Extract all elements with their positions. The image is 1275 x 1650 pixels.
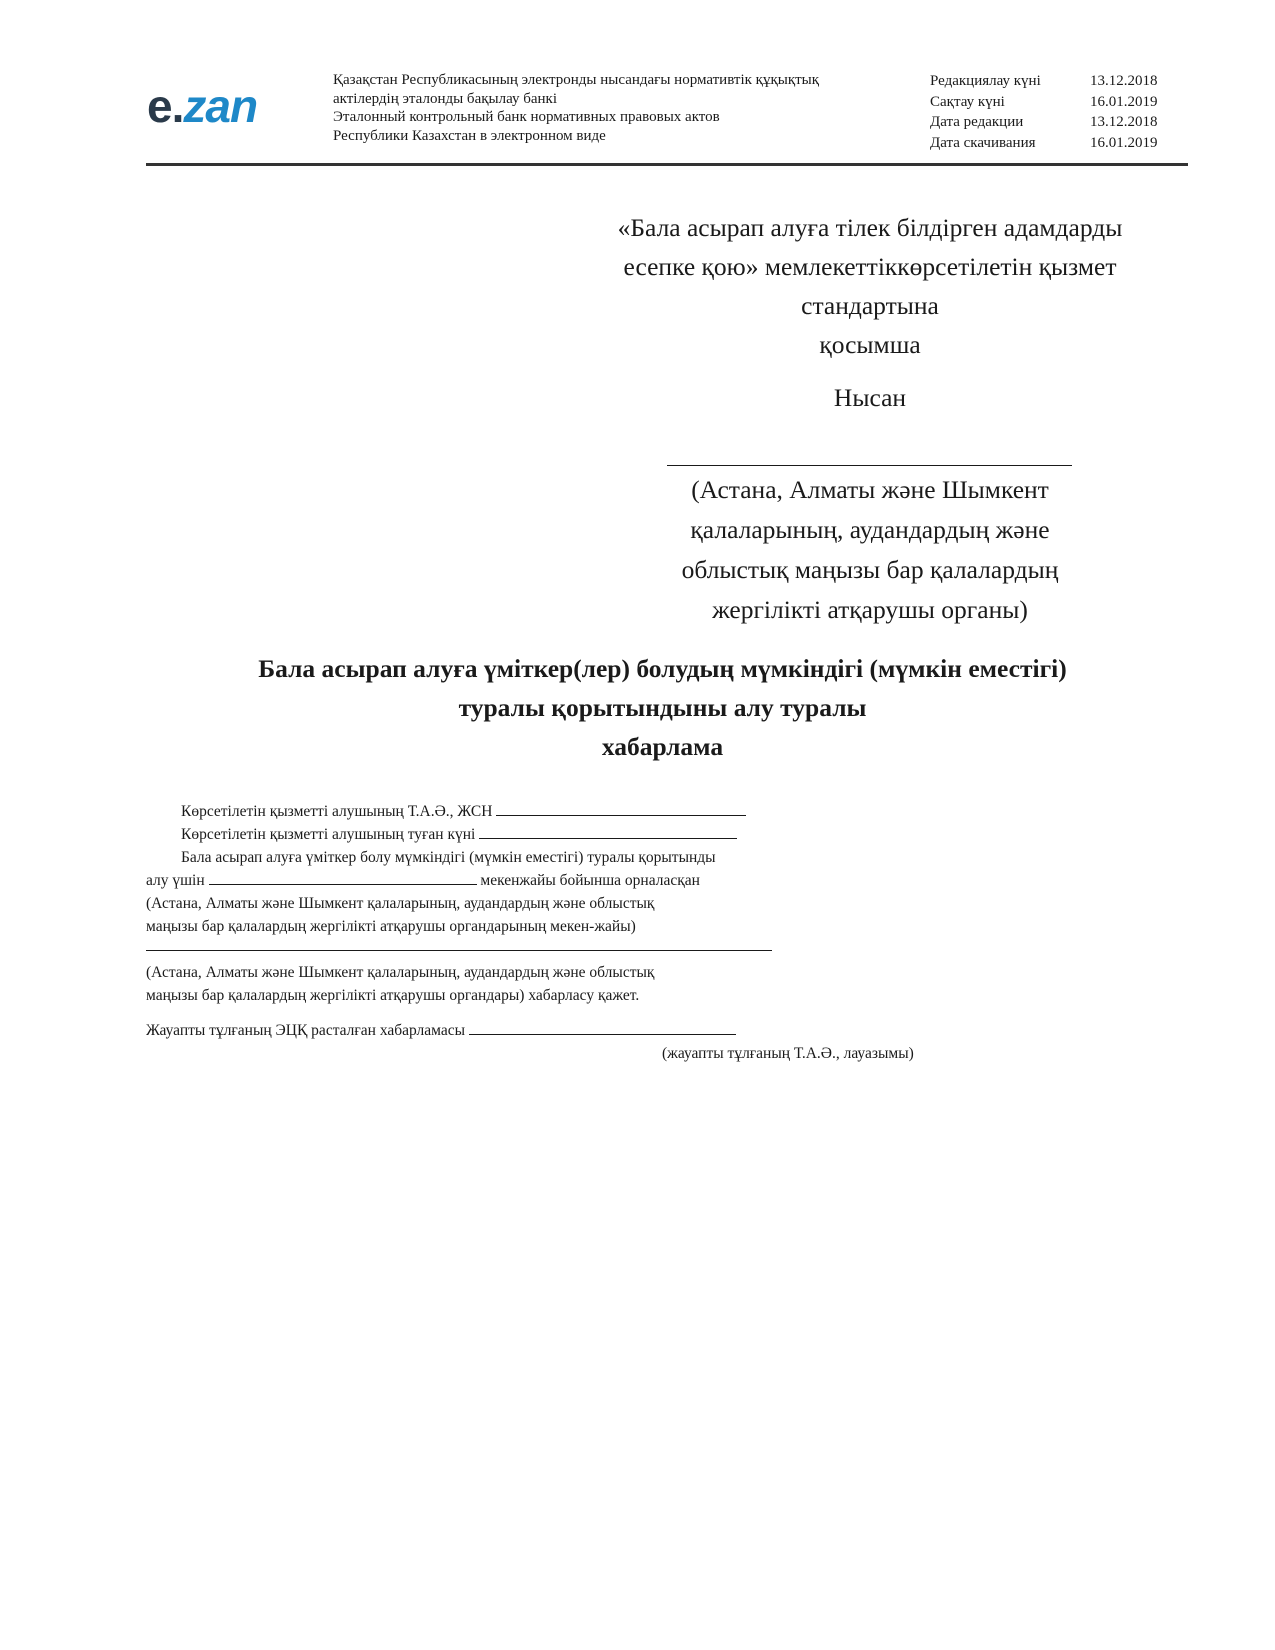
- paragraph-line: [146, 846, 846, 869]
- meta-row: [930, 133, 1187, 154]
- meta-value: 16.01.2019: [1090, 134, 1158, 151]
- paragraph-line: [146, 892, 846, 915]
- meta-row: [930, 112, 1187, 133]
- ezan-logo: [147, 82, 297, 130]
- paragraph-text: мекенжайы бойынша орналасқан: [480, 872, 700, 889]
- birth-date-field[interactable]: [479, 824, 737, 839]
- fio-field[interactable]: [496, 801, 746, 816]
- birth-label: Көрсетілетін қызметті алушының туған күні: [181, 826, 476, 843]
- title-line: хабарлама: [601, 732, 724, 761]
- paragraph-text: маңызы бар қалалардың жергілікті атқарушы органдарының мекен-жайы): [146, 918, 636, 935]
- paragraph-text: (Астана, Алматы және Шымкент қалаларының, аудандардың және облыстық: [146, 895, 655, 912]
- form-label: Нысан: [833, 383, 907, 412]
- appendix-line: есепке қою» мемлекеттіккөрсетілетін қызмет: [623, 252, 1117, 281]
- signature-label: Жауапты тұлғаның ЭЦҚ расталған хабарламасы: [146, 1022, 466, 1039]
- meta-value: 16.01.2019: [1090, 93, 1158, 110]
- meta-label: Сақтау күні: [930, 93, 1005, 110]
- paragraph-text: маңызы бар қалалардың жергілікті атқарушы органдары) хабарласу қажет.: [146, 987, 640, 1004]
- logo-prefix: e.: [147, 80, 184, 132]
- meta-label: Дата редакции: [930, 114, 1024, 130]
- recipient-line: (Астана, Алматы және Шымкент: [691, 475, 1049, 504]
- appendix-line: «Бала асырап алуға тілек білдірген адамдарды: [617, 213, 1123, 242]
- header-desc-line: Қазақстан Республикасының электронды нысандағы нормативтік құқықтық: [333, 72, 820, 88]
- header-divider: [146, 163, 1188, 166]
- paragraph-line: [146, 915, 846, 938]
- header-meta: [930, 71, 1187, 153]
- signature-field[interactable]: [469, 1020, 736, 1035]
- recipient-line: қалаларының, аудандардың және: [690, 515, 1050, 544]
- signature-row: [146, 1019, 846, 1042]
- address-row: [146, 869, 846, 892]
- form-body: [146, 800, 914, 1065]
- logo-brand: zan: [183, 80, 258, 132]
- meta-label: Редакциялау күні: [930, 73, 1041, 89]
- appendix-note: [540, 208, 1200, 364]
- meta-row: [930, 92, 1187, 113]
- appendix-line: қосымша: [819, 330, 921, 359]
- paragraph-text: Бала асырап алуға үміткер болу мүмкіндігі (мүмкін еместігі) туралы қорытынды: [181, 849, 716, 866]
- paragraph-text: (Астана, Алматы және Шымкент қалаларының, аудандардың және облыстық: [146, 964, 655, 981]
- body-organ-field[interactable]: [146, 950, 772, 951]
- address-field[interactable]: [209, 870, 477, 885]
- meta-label: Дата скачивания: [930, 134, 1036, 151]
- signature-caption-row: [146, 1042, 914, 1065]
- title-line: Бала асырап алуға үміткер(лер) болудың мүмкіндігі (мүмкін еместігі): [258, 654, 1067, 683]
- birth-row: [146, 823, 846, 846]
- header-desc-line: актілердің эталонды бақылау банкі: [333, 90, 557, 107]
- signature-caption: (жауапты тұлғаның Т.А.Ә., лауазымы): [662, 1045, 914, 1062]
- header-desc-line: Республики Казахстан в электронном виде: [333, 127, 606, 144]
- paragraph-line: [146, 961, 846, 984]
- meta-row: [930, 71, 1187, 92]
- meta-value: 13.12.2018: [1090, 73, 1158, 89]
- paragraph-line: [146, 984, 846, 1007]
- recipient-block: [540, 470, 1200, 630]
- recipient-line: облыстық маңызы бар қалалардың: [681, 555, 1059, 584]
- document-title: [0, 649, 1275, 766]
- meta-value: 13.12.2018: [1090, 114, 1158, 130]
- recipient-blank: [667, 465, 1072, 466]
- fio-row: [146, 800, 846, 823]
- appendix-line: стандартына: [801, 291, 939, 320]
- fio-label: Көрсетілетін қызметті алушының Т.А.Ә., ЖСН: [181, 803, 493, 820]
- header-description: [333, 71, 893, 145]
- recipient-line: жергілікті атқарушы органы): [712, 595, 1028, 624]
- paragraph-text: алу үшін: [146, 872, 205, 889]
- header-desc-line: Эталонный контрольный банк нормативных правовых актов: [333, 109, 720, 125]
- document-header: [147, 66, 1187, 166]
- title-line: туралы қорытындыны алу туралы: [458, 693, 867, 722]
